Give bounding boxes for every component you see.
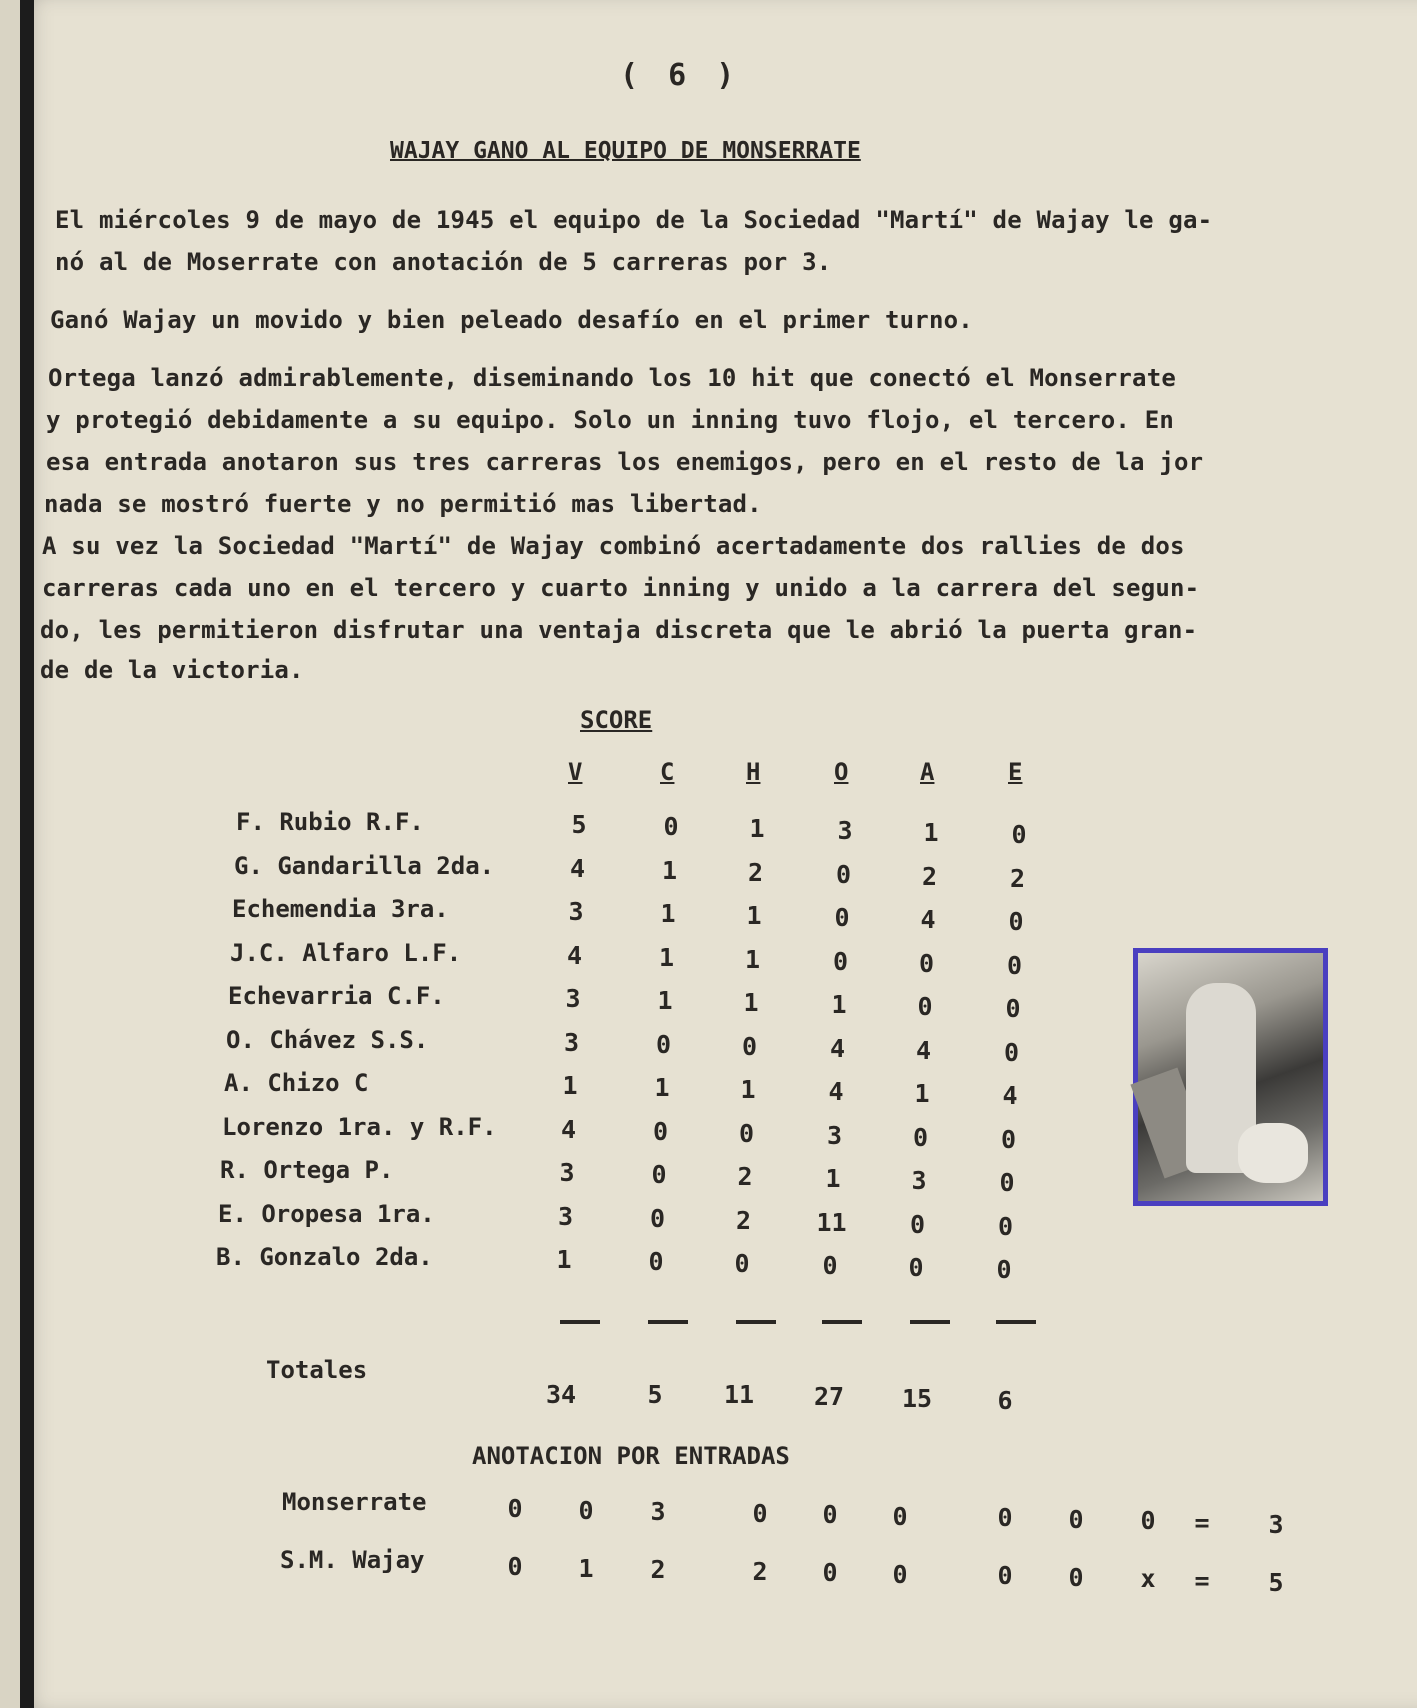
stat-cell: 4 <box>1002 1081 1018 1110</box>
totals-cell: 6 <box>997 1386 1013 1415</box>
stat-cell: 1 <box>831 990 847 1019</box>
stat-cell: 3 <box>568 897 584 926</box>
stat-cell: 0 <box>1011 820 1027 849</box>
player-name: E. Oropesa 1ra. <box>218 1199 435 1228</box>
stat-cell: 0 <box>663 812 679 841</box>
stat-cell: 0 <box>997 1211 1014 1241</box>
stat-cell: 0 <box>835 859 852 889</box>
inning-run: 0 <box>997 1561 1013 1590</box>
headline: WAJAY GANO AL EQUIPO DE MONSERRATE <box>390 138 861 164</box>
stat-cell: 3 <box>559 1158 575 1187</box>
stat-cell: 4 <box>915 1035 932 1065</box>
paragraph-line: Ortega lanzó admirablemente, diseminando los 10 hit que conectó el Monserrate <box>48 364 1176 392</box>
page-edge <box>20 0 34 1708</box>
equals-sign: = <box>1194 1508 1210 1537</box>
team-name: Monserrate <box>282 1488 427 1516</box>
column-header: A <box>920 758 935 786</box>
player-name: R. Ortega P. <box>220 1156 394 1184</box>
stat-cell: 1 <box>740 1075 756 1104</box>
stat-cell: 1 <box>660 899 676 928</box>
player-name: F. Rubio R.F. <box>236 808 424 836</box>
paragraph-line: carreras cada uno en el tercero y cuarto inning y unido a la carrera del segun- <box>42 574 1200 602</box>
stat-cell: 0 <box>1008 907 1024 936</box>
total-rule <box>560 1320 600 1324</box>
stat-cell: 0 <box>834 903 850 932</box>
player-name: O. Chávez S.S. <box>226 1025 429 1054</box>
inning-run: 0 <box>822 1558 838 1587</box>
stat-cell: 0 <box>734 1249 750 1278</box>
stat-cell: 1 <box>654 1073 670 1102</box>
stat-cell: 0 <box>1006 950 1023 980</box>
inning-run: 2 <box>752 1556 768 1586</box>
inning-run: 0 <box>822 1500 838 1529</box>
inning-run: 0 <box>1140 1506 1156 1535</box>
stat-cell: 1 <box>661 855 678 885</box>
inning-run: 0 <box>507 1494 523 1523</box>
stat-cell: 0 <box>655 1029 672 1059</box>
stat-cell: 0 <box>649 1203 666 1233</box>
inning-run: 0 <box>1068 1504 1084 1534</box>
paragraph-line: y protegió debidamente a su equipo. Solo un inning tuvo flojo, el tercero. En <box>46 406 1174 434</box>
stat-cell: 0 <box>917 992 933 1021</box>
stat-cell: 3 <box>911 1166 927 1195</box>
stat-cell: 3 <box>557 1201 574 1231</box>
stat-cell: 2 <box>735 1205 752 1235</box>
innings-title: ANOTACION POR ENTRADAS <box>472 1442 790 1470</box>
stat-cell: 4 <box>828 1077 844 1106</box>
stat-cell: 0 <box>832 946 849 976</box>
inning-run: 3 <box>650 1497 666 1526</box>
inning-run: 0 <box>752 1498 768 1528</box>
column-header: O <box>834 758 849 786</box>
stat-cell: 1 <box>744 944 761 974</box>
inning-run: 0 <box>1068 1562 1084 1592</box>
paragraph-line: esa entrada anotaron sus tres carreras los enemigos, pero en el resto de la jor <box>46 448 1204 476</box>
score-title: SCORE <box>580 706 653 734</box>
column-header: E <box>1008 758 1023 786</box>
paragraph-line: A su vez la Sociedad "Martí" de Wajay combinó acertadamente dos rallies de dos <box>42 532 1185 560</box>
stat-cell: 1 <box>923 818 939 847</box>
totals-cell: 27 <box>813 1382 845 1411</box>
column-header: C <box>660 758 675 786</box>
stat-cell: 1 <box>914 1079 930 1108</box>
player-name: B. Gonzalo 2da. <box>216 1243 433 1271</box>
stat-cell: 1 <box>749 814 765 843</box>
player-name: G. Gandarilla 2da. <box>234 851 495 880</box>
paragraph-line: El miércoles 9 de mayo de 1945 el equipo de la Sociedad "Martí" de Wajay le ga- <box>55 206 1213 234</box>
totals-cell: 34 <box>545 1380 577 1409</box>
player-name: Echemendia 3ra. <box>232 895 449 923</box>
total-rule <box>736 1320 776 1324</box>
stat-cell: 0 <box>908 1253 924 1282</box>
stat-cell: 0 <box>918 948 935 978</box>
inning-run: 1 <box>578 1553 594 1583</box>
stat-cell: 1 <box>657 986 673 1015</box>
stat-cell: 0 <box>741 1031 758 1061</box>
inning-run: x <box>1140 1564 1156 1593</box>
team-total: 3 <box>1268 1510 1284 1539</box>
stat-cell: 2 <box>921 861 938 891</box>
total-rule <box>648 1320 688 1324</box>
page-number: ( 6 ) <box>620 58 741 93</box>
player-name: A. Chizo C <box>224 1069 369 1097</box>
player-name: Lorenzo 1ra. y R.F. <box>222 1112 497 1141</box>
stat-cell: 1 <box>658 942 675 972</box>
paragraph-line: nó al de Moserrate con anotación de 5 carreras por 3. <box>55 248 832 276</box>
stat-cell: 4 <box>920 905 936 934</box>
stat-cell: 0 <box>648 1247 664 1276</box>
stat-cell: 5 <box>571 810 587 839</box>
totals-cell: 15 <box>901 1384 933 1413</box>
stat-cell: 3 <box>826 1120 843 1150</box>
stat-cell: 0 <box>651 1160 667 1189</box>
stat-cell: 1 <box>825 1164 841 1193</box>
column-header: V <box>568 758 583 786</box>
stat-cell: 0 <box>822 1251 838 1280</box>
stat-cell: 0 <box>1000 1124 1017 1154</box>
totals-label: Totales <box>266 1356 368 1384</box>
stat-cell: 2 <box>747 857 764 887</box>
stat-cell: 1 <box>556 1245 572 1274</box>
stat-cell: 0 <box>999 1168 1015 1197</box>
stat-cell: 3 <box>563 1027 580 1057</box>
paragraph-line: nada se mostró fuerte y no permitió mas libertad. <box>44 490 762 518</box>
stat-cell: 2 <box>737 1162 753 1191</box>
stat-cell: 0 <box>912 1122 929 1152</box>
document-page <box>20 0 1417 1708</box>
photo-figure <box>1238 1123 1308 1183</box>
stat-cell: 3 <box>837 816 853 845</box>
equals-sign: = <box>1194 1566 1210 1595</box>
inning-run: 2 <box>650 1555 666 1584</box>
team-name: S.M. Wajay <box>280 1546 425 1574</box>
inning-run: 0 <box>507 1552 523 1581</box>
totals-cell: 11 <box>723 1380 755 1409</box>
stat-cell: 0 <box>1005 994 1021 1023</box>
player-name: J.C. Alfaro L.F. <box>230 938 462 967</box>
total-rule <box>996 1320 1036 1324</box>
inning-run: 0 <box>892 1559 908 1589</box>
stat-cell: 4 <box>829 1033 846 1063</box>
stat-cell: 11 <box>816 1207 847 1237</box>
stat-cell: 4 <box>560 1114 577 1144</box>
photo-stamp <box>1133 948 1328 1206</box>
paragraph-line: Ganó Wajay un movido y bien peleado desafío en el primer turno. <box>50 306 973 334</box>
stat-cell: 2 <box>1009 863 1026 893</box>
inning-run: 0 <box>892 1501 908 1531</box>
stat-cell: 1 <box>743 988 759 1017</box>
stat-cell: 1 <box>562 1071 578 1100</box>
totals-cell: 5 <box>647 1380 663 1409</box>
paragraph-line: do, les permitieron disfrutar una ventaja discreta que le abrió la puerta gran- <box>40 616 1198 644</box>
stat-cell: 0 <box>652 1116 669 1146</box>
stat-cell: 4 <box>566 940 583 970</box>
stat-cell: 0 <box>1003 1037 1020 1067</box>
player-name: Echevarria C.F. <box>228 982 445 1010</box>
total-rule <box>910 1320 950 1324</box>
inning-run: 0 <box>997 1503 1013 1532</box>
stat-cell: 0 <box>996 1255 1012 1284</box>
stat-cell: 3 <box>565 984 581 1013</box>
stat-cell: 0 <box>909 1209 926 1239</box>
stat-cell: 4 <box>569 853 586 883</box>
team-total: 5 <box>1268 1568 1284 1597</box>
paragraph-line: de de la victoria. <box>40 656 304 684</box>
total-rule <box>822 1320 862 1324</box>
stat-cell: 0 <box>738 1118 755 1148</box>
inning-run: 0 <box>578 1495 594 1525</box>
stat-cell: 1 <box>746 901 762 930</box>
column-header: H <box>746 758 761 786</box>
